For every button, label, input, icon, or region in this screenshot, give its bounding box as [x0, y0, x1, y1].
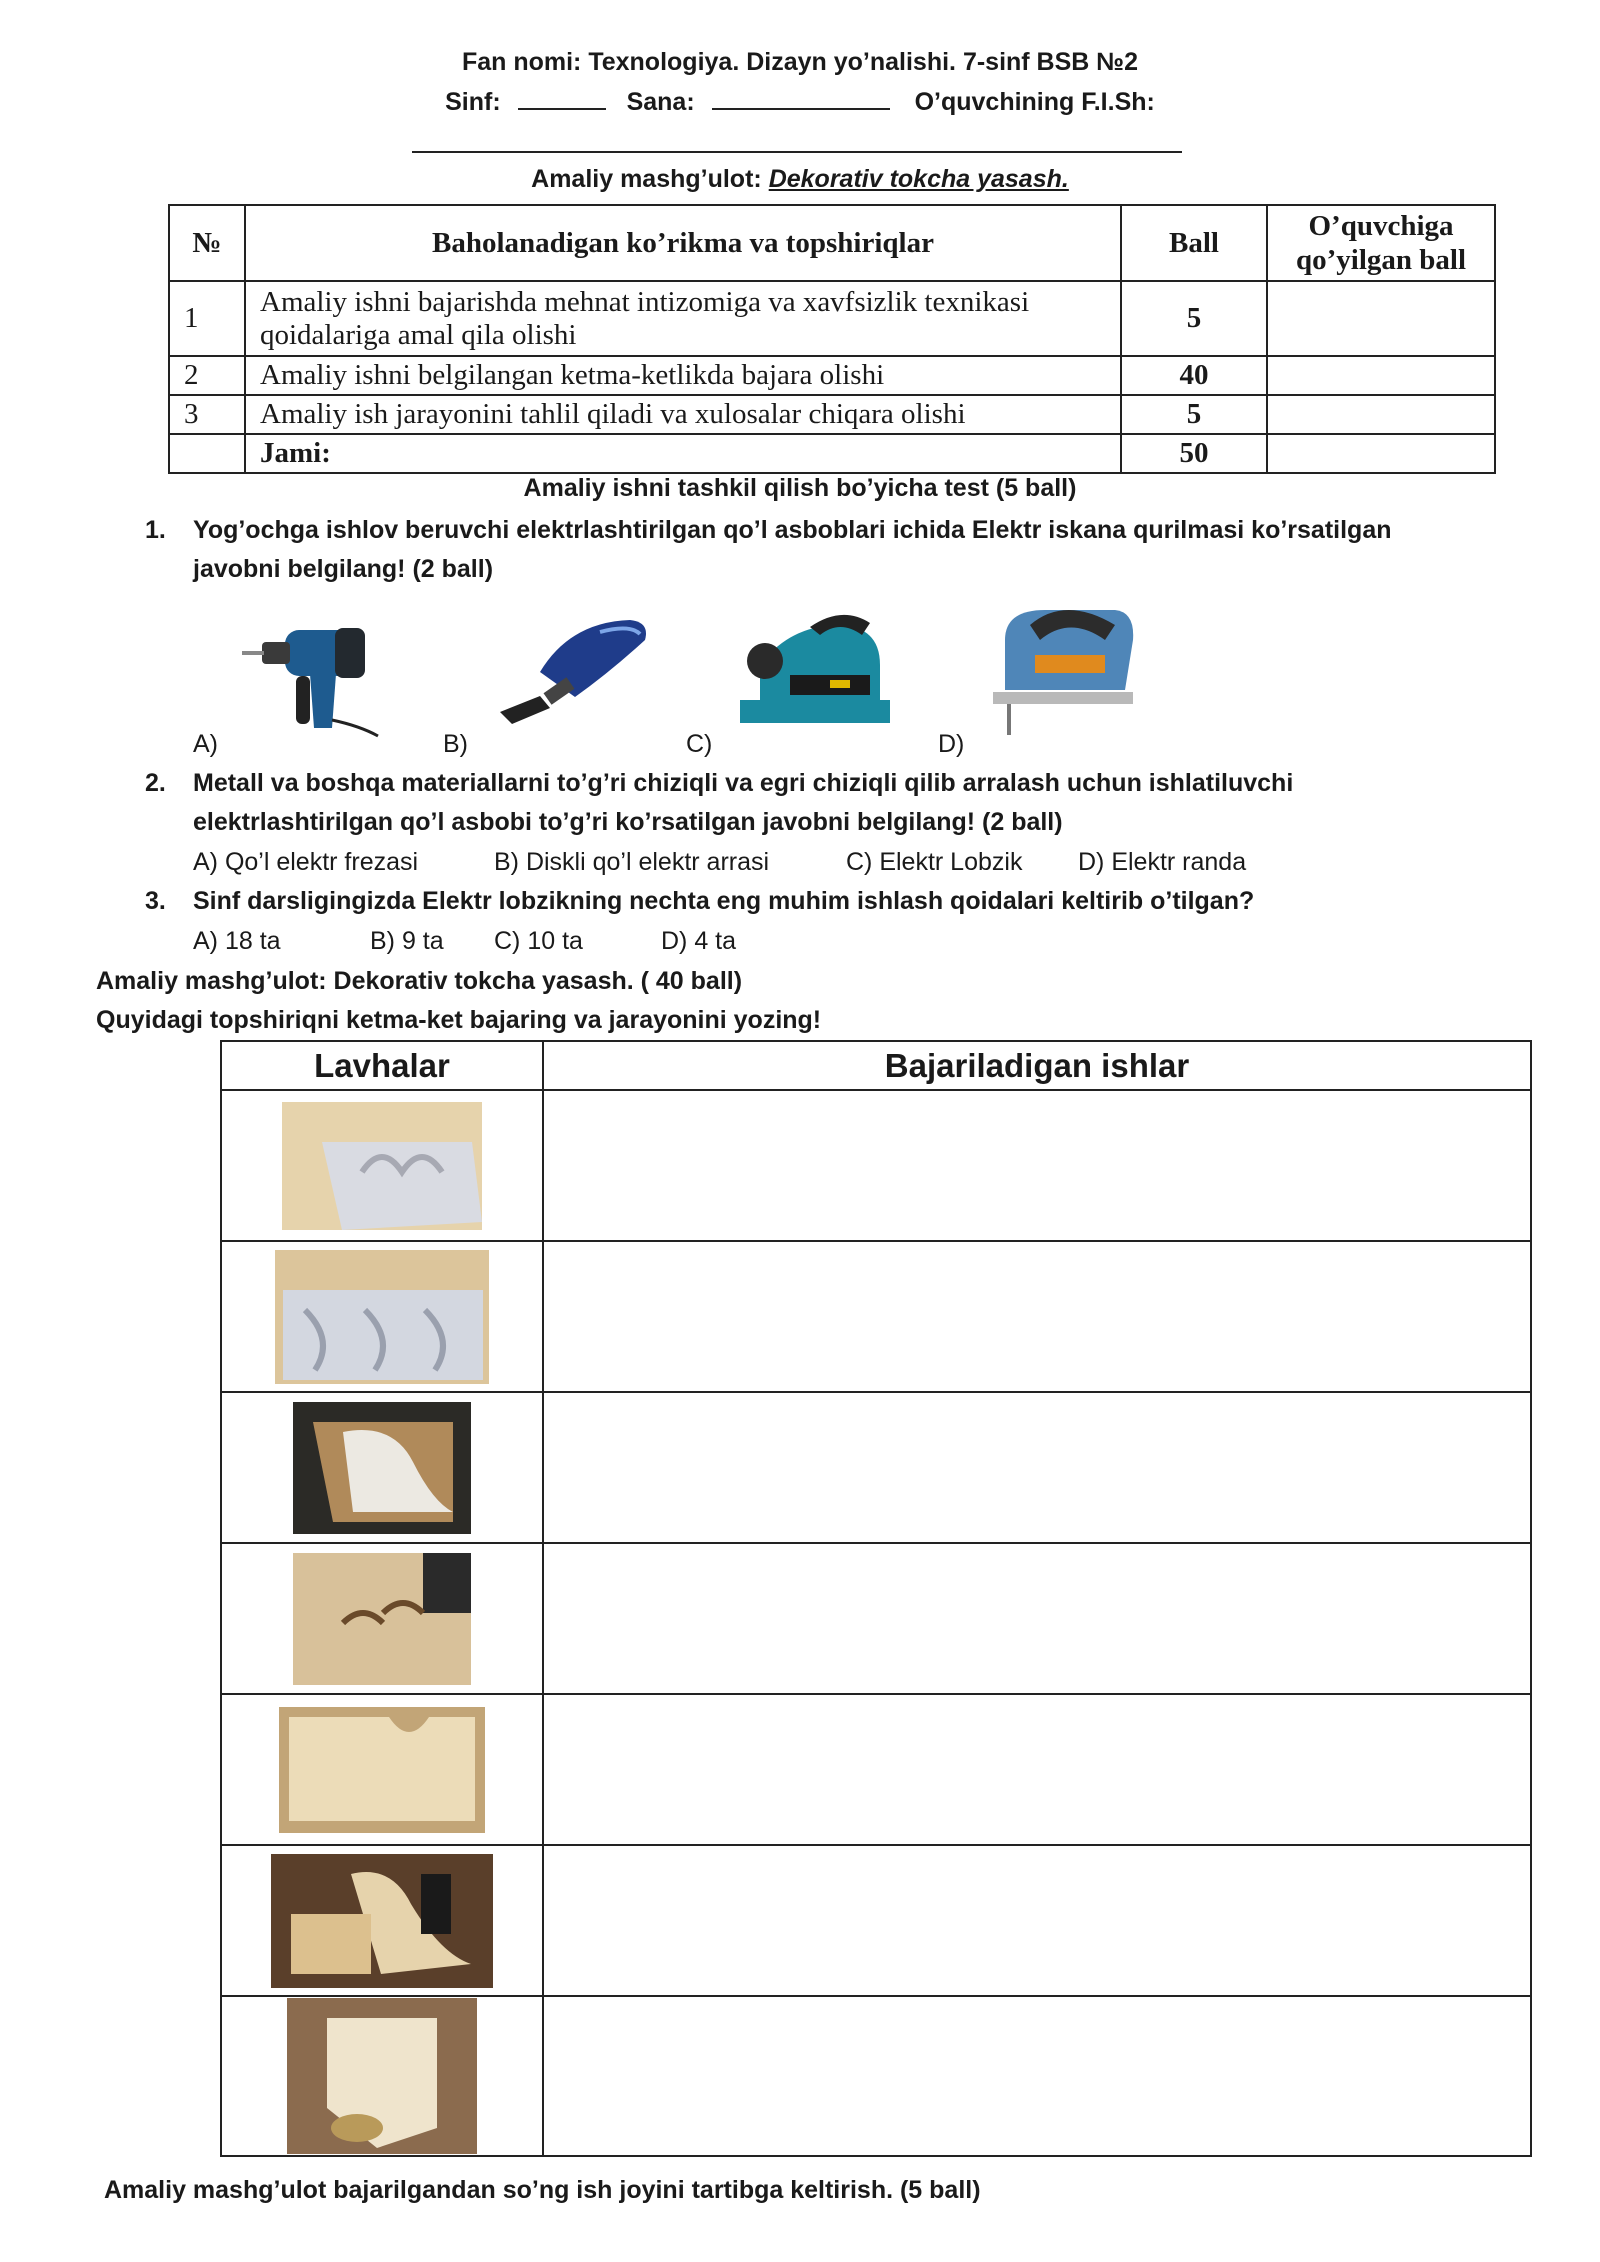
q2-option-c[interactable]: C) Elektr Lobzik [846, 848, 1023, 876]
practical-label: Amaliy mashg’ulot: [531, 165, 762, 193]
q1-text-line2: javobni belgilang! (2 ball) [193, 555, 494, 583]
row-ball: 5 [1121, 395, 1267, 434]
process-row [221, 1845, 1531, 1996]
q1-number: 1. [145, 516, 166, 544]
drill-chuck [262, 642, 290, 664]
process-table [220, 1040, 1532, 2157]
q3-option-b[interactable]: B) 9 ta [370, 927, 444, 955]
q1-option-d[interactable]: D) [938, 730, 965, 758]
col-criteria-header: Baholanadigan ko’rikma va topshiriqlar [245, 205, 1121, 281]
row-ball: 40 [1121, 356, 1267, 395]
row-criteria: Amaliy ishni bajarishda mehnat intizomiga va xavfsizlik texnikasi qoidalariga amal qila olishi [245, 281, 1121, 356]
process-row [221, 1090, 1531, 1241]
row-given-ball[interactable] [1267, 395, 1495, 434]
q3-option-a[interactable]: A) 18 ta [193, 927, 281, 955]
drill-cord [332, 720, 378, 736]
step-image-cell [221, 1996, 543, 2156]
step-image-cell [221, 1543, 543, 1694]
col-lavhalar-header: Lavhalar [221, 1041, 543, 1090]
step1-image [282, 1102, 482, 1230]
step-image-cell [221, 1241, 543, 1392]
clamp [423, 1553, 471, 1613]
q3-option-d[interactable]: D) 4 ta [661, 927, 737, 955]
step-image-cell [221, 1845, 543, 1996]
step6-image [271, 1854, 493, 1988]
q1-option-c[interactable]: C) [686, 730, 713, 758]
process-row [221, 1543, 1531, 1694]
sana-blank[interactable] [712, 86, 890, 110]
table-row [169, 281, 1495, 356]
process-row [221, 1996, 1531, 2156]
practical-instruction: Quyidagi topshiriqni ketma-ket bajaring va jarayonini yozing! [96, 1006, 822, 1034]
step2-image [275, 1250, 489, 1384]
drill-side-handle [296, 676, 310, 724]
planer-logo [830, 680, 850, 688]
q2-number: 2. [145, 769, 166, 797]
step7-image [287, 1998, 477, 2154]
row-criteria: Amaliy ish jarayonini tahlil qiladi va xulosalar chiqara olishi [245, 395, 1121, 434]
process-row [221, 1392, 1531, 1543]
electric-chisel-image [480, 612, 655, 742]
q1-option-b[interactable]: B) [443, 730, 468, 758]
footer-note: Amaliy mashg’ulot bajarilgandan so’ng ish joyini tartibga keltirish. (5 ball) [104, 2176, 981, 2204]
row-number: 3 [169, 395, 245, 434]
total-row [169, 434, 1495, 473]
total-ball: 50 [1121, 434, 1267, 473]
glue-can [331, 2114, 383, 2142]
q2-option-d[interactable]: D) Elektr randa [1078, 848, 1247, 876]
fish-label: O’quvchining F.I.Sh: [914, 88, 1155, 116]
total-given-ball[interactable] [1267, 434, 1495, 473]
step-work-cell[interactable] [543, 1241, 1531, 1392]
board [291, 1914, 371, 1974]
step-work-cell[interactable] [543, 1392, 1531, 1543]
col-given-ball-header: O’quvchiga qo’yilgan ball [1267, 205, 1495, 281]
step-work-cell[interactable] [543, 1845, 1531, 1996]
step-image-cell [221, 1392, 543, 1543]
practical-title-line [0, 165, 1600, 194]
drill-image [240, 608, 400, 738]
jigsaw-base [993, 692, 1133, 704]
process-row [221, 1694, 1531, 1845]
fish-blank-line[interactable] [412, 151, 1182, 153]
step-work-cell[interactable] [543, 1996, 1531, 2156]
total-number-cell [169, 434, 245, 473]
col-ball-header: Ball [1121, 205, 1267, 281]
sinf-label: Sinf: [445, 88, 501, 116]
table-row [169, 395, 1495, 434]
step5-image [279, 1707, 485, 1833]
total-label: Jami: [245, 434, 1121, 473]
q2-text-line2: elektrlashtirilgan qo’l asbobi to’g’ri ko’rsatilgan javobni belgilang! (2 ball) [193, 808, 1063, 836]
q1-option-a[interactable]: A) [193, 730, 218, 758]
process-row [221, 1241, 1531, 1392]
row-criteria: Amaliy ishni belgilangan ketma-ketlikda bajara olishi [245, 356, 1121, 395]
step-work-cell[interactable] [543, 1090, 1531, 1241]
shelf-board [289, 1717, 475, 1821]
row-number: 2 [169, 356, 245, 395]
row-given-ball[interactable] [1267, 281, 1495, 356]
template-paper [322, 1142, 482, 1230]
table-row [169, 356, 1495, 395]
step-work-cell[interactable] [543, 1694, 1531, 1845]
test-heading: Amaliy ishni tashkil qilish bo’yicha test (5 ball) [523, 474, 1077, 502]
drill-motor [335, 628, 365, 678]
q2-option-b[interactable]: B) Diskli qo’l elektr arrasi [494, 848, 770, 876]
q1-text-line1: Yog’ochga ishlov beruvchi elektrlashtirilgan qo’l asboblari ichida Elektr iskana qurilmasi ko’rsatilgan [193, 516, 1392, 544]
row-ball: 5 [1121, 281, 1267, 356]
assessment-table [168, 204, 1496, 474]
col-ishlar-header: Bajariladigan ishlar [543, 1041, 1531, 1090]
practical-title: Dekorativ tokcha yasash. [768, 165, 1069, 193]
q3-number: 3. [145, 887, 166, 915]
electric-planer-image [730, 605, 900, 740]
step-work-cell[interactable] [543, 1543, 1531, 1694]
step3-image [293, 1402, 471, 1534]
q2-option-a[interactable]: A) Qo’l elektr frezasi [193, 848, 419, 876]
planer-sole [740, 700, 890, 723]
col-number-header: № [169, 205, 245, 281]
q3-text-line1: Sinf darsligingizda Elektr lobzikning nechta eng muhim ishlash qoidalari keltirib o’tilgan? [193, 887, 1255, 915]
q2-text-line1: Metall va boshqa materiallarni to’g’ri chiziqli va egri chiziqli qilib arralash uchun ishlatiluvchi [193, 769, 1294, 797]
practical-heading: Amaliy mashg’ulot: Dekorativ tokcha yasash. ( 40 ball) [96, 967, 743, 995]
row-given-ball[interactable] [1267, 356, 1495, 395]
assessment-header-row [169, 205, 1495, 281]
q3-option-c[interactable]: C) 10 ta [494, 927, 583, 955]
sana-label: Sana: [626, 88, 695, 116]
header-subject-line: Fan nomi: Texnologiya. Dizayn yo’nalishi. 7-sinf BSB №2 [461, 48, 1139, 76]
process-header-row [221, 1041, 1531, 1090]
header-fields-line [0, 86, 1600, 117]
chisel-blade [500, 696, 550, 724]
row-number: 1 [169, 281, 245, 356]
step-image-cell [221, 1694, 543, 1845]
step4-image [293, 1553, 471, 1685]
step-image-cell [221, 1090, 543, 1241]
jigsaw-label [1035, 655, 1105, 673]
clamp [421, 1874, 451, 1934]
planer-knob [747, 643, 783, 679]
sinf-blank[interactable] [518, 86, 606, 110]
jigsaw-image [985, 600, 1145, 750]
